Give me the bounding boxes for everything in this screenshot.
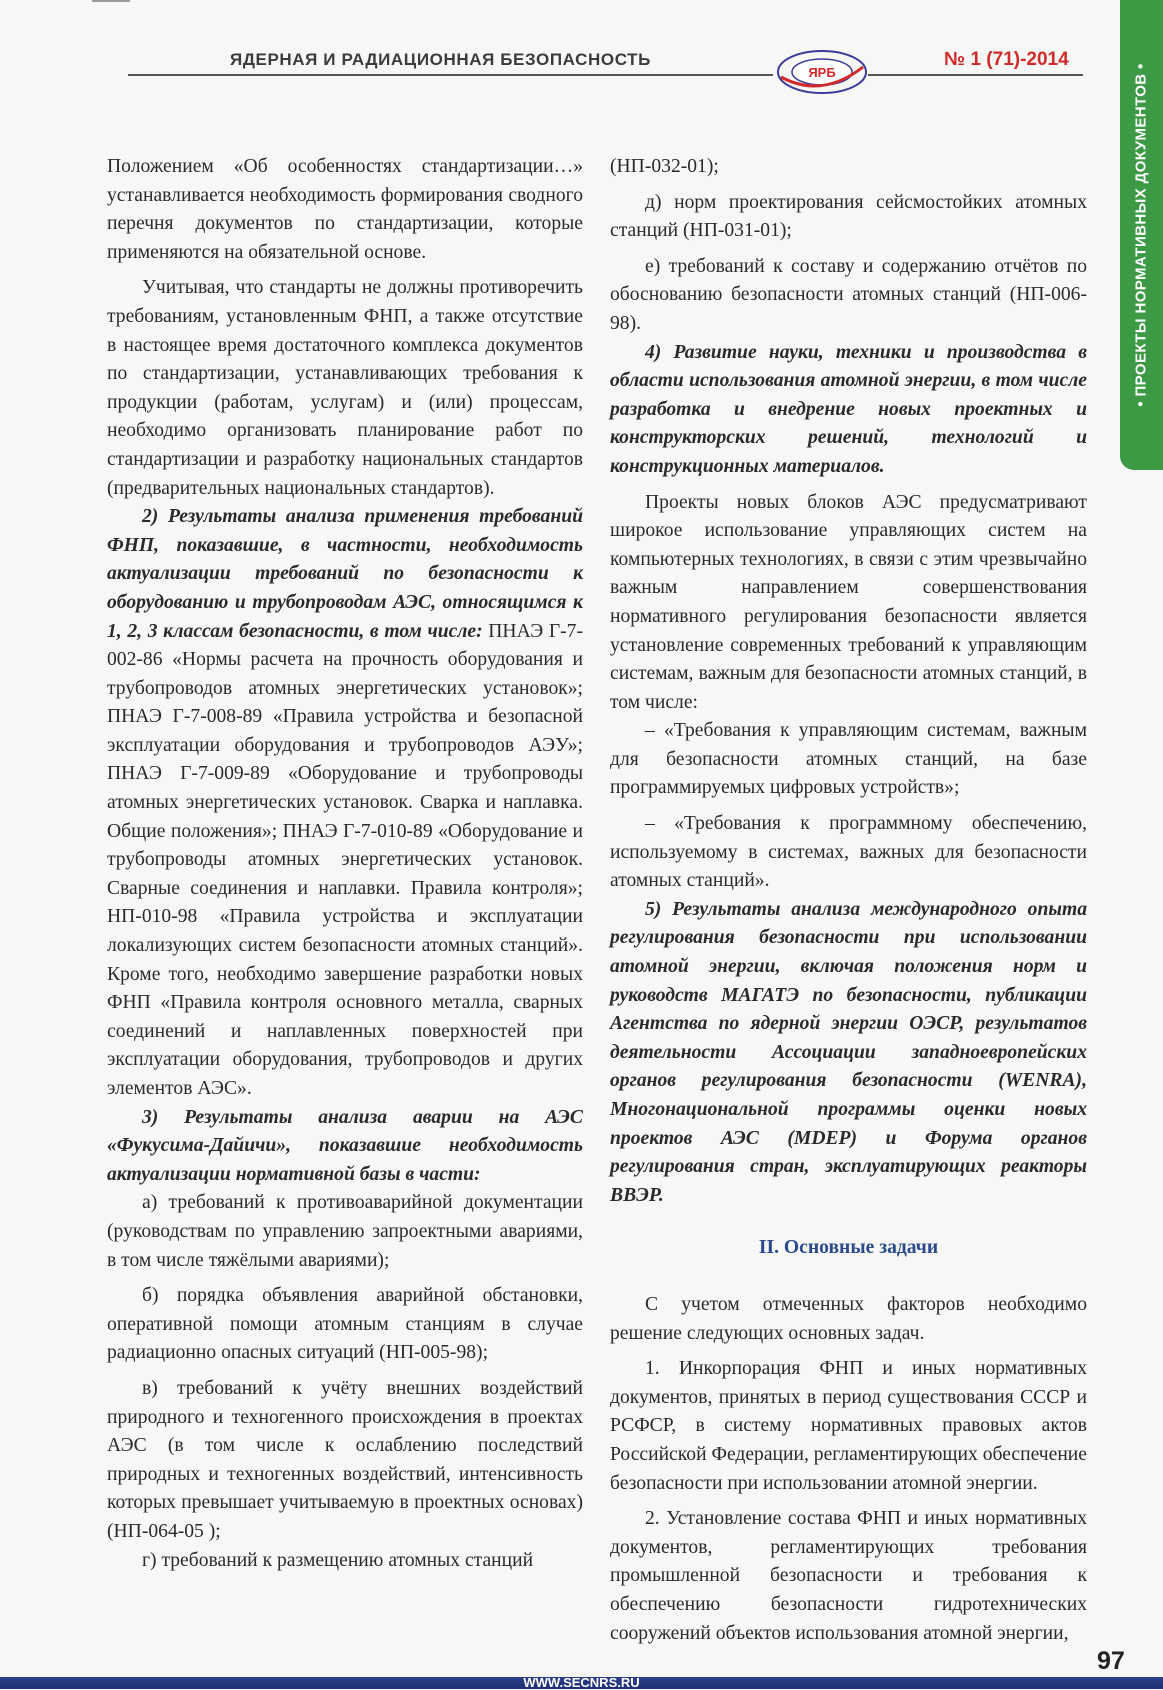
bold-paragraph: 3) Результаты анализа аварии на АЭС «Фукусима-Дайичи», показавшие необходимость актуализации нормативной базы в части: [107,1106,583,1185]
header-rule-left [128,74,773,76]
list-item: а) требований к противоаварийной документации (руководствам по управлению запроектными авариями, в том числе тяжёлыми авариями); [107,1192,583,1271]
paragraph: Учитывая, что стандарты не должны противоречить требованиям, установленным ФНП, а также отсутствие в настоящее время достаточного комплекса документов по стандартизации, устанавливающих требования к продукции (работам, услугам) и (или) процессам, необходимо организовать планирование работ по стандартизации и разработку национальных стандартов (предварительных национальных стандартов). [107,277,583,499]
section-side-tab [1120,0,1163,470]
paragraph [107,503,583,1103]
journal-logo [775,47,870,97]
logo-text: ЯРБ [808,65,836,80]
section-heading: II. Основные задачи [758,1237,939,1259]
side-tab-label: • ПРОЕКТЫ НОРМАТИВНЫХ ДОКУМЕНТОВ • [1132,63,1150,407]
top-edge-mark [92,0,130,2]
bold-paragraph: 4) Развитие науки, техники и производства в области использования атомной энергии, в том числе разработка и внедрение новых проектных и конструкторских решений, технологий и конструкционных материалов. [610,341,1087,477]
list-item: г) требований к размещению атомных станций [142,1549,534,1571]
bold-paragraph: 5) Результаты анализа международного опыта регулирования безопасности при использовании атомной энергии, включая положения норм и руководств МАГАТЭ по безопасности, публикации Агентства по ядерной энергии ОЭСР, результатов деятельности Ассоциации западноевропейских органов регулирования безопасности (WENRA), Многонациональной программы оценки новых проектов АЭС (MDEP) и Форума органов регулирования стран, эксплуатирующих реакторы ВВЭР. [610,898,1087,1206]
list-item: – «Требования к управляющим системам, важным для безопасности атомных станций, на базе программируемых цифровых устройств»; [610,720,1087,799]
list-item: д) норм проектирования сейсмостойких атомных станций (НП-031-01); [610,191,1087,242]
list-item: в) требований к учёту внешних воздействий природного и техногенного происхождения в проектах АЭС (в том числе к ослаблению последствий природных и техногенных воздействий, интенсивность которых превышает учитываемую в проектных основах) (НП-064-05 ); [107,1377,583,1542]
paragraph: Положением «Об особенностях стандартизации…» устанавливается необходимость формирования сводного перечня документов по стандартизации, которые применяются на обязательной основе. [107,156,583,263]
list-item: б) порядка объявления аварийной обстановки, оперативной помощи атомным станциям в случае радиационно опасных ситуаций (НП-005-98); [107,1285,583,1364]
issue-number: № 1 (71)-2014 [944,49,1069,70]
bold-lead: 2) Результаты анализа применения требований ФНП, показавшие, в частности, необходимость актуализации требований по безопасности к оборудованию и трубопроводам АЭС, относящимся к 1, 2, 3 классам безопасности, в том числе: [107,506,583,642]
paragraph: (НП-032-01); [610,156,719,177]
paragraph: Проекты новых блоков АЭС предусматривают широкое использование управляющих систем на компьютерных технологиях, в связи с этим чрезвычайно важным направлением совершенствования нормативного регулирования безопасности является установление современных требований к управляющим системам, важным для безопасности атомных станций, в том числе: [610,491,1087,713]
list-item: е) требований к составу и содержанию отчётов по обоснованию безопасности атомных станций (НП-006-98). [610,255,1087,334]
page-number: 97 [1097,1647,1125,1675]
paragraph-text: ПНАЭ Г-7-002-86 «Нормы расчета на прочность оборудования и трубопроводов атомных энергетических установок»; ПНАЭ Г-7-008-89 «Правила устройства и безопасной эксплуатации оборудования и трубопроводов АЭУ»; ПНАЭ Г-7-009-89 «Оборудование и трубопроводы атомных энергетических установок. Сварка и наплавка. Общие положения»; ПНАЭ Г-7-010-89 «Оборудование и трубопроводы атомных энергетических установок. Сварные соединения и наплавки. Правила контроля»; НП-010-98 «Правила устройства и эксплуатации локализующих систем безопасности атомных станций». Кроме того, необходимо завершение разработки новых ФНП «Правила контроля основного металла, сварных соединений и наплавленных поверхностей при эксплуатации оборудования, трубопроводов и других элементов АЭС». [107,620,583,1099]
paragraph: 1. Инкорпорация ФНП и иных нормативных документов, принятых в период существования СССР и РСФСР, в систему нормативных правовых актов Российской Федерации, регламентирующих обеспечение безопасности при использовании атомной энергии. [610,1358,1087,1494]
paragraph: С учетом отмеченных факторов необходимо решение следующих основных задач. [610,1293,1087,1344]
footer-url: WWW.SECNRS.RU [523,1675,640,1690]
paragraph: 2. Установление состава ФНП и иных нормативных документов, регламентирующих требования промышленной безопасности и требования к обеспечению безопасности гидротехнических сооружений объектов использования атомной энергии, [610,1508,1087,1644]
right-column [610,153,1087,1648]
list-item: – «Требования к программному обеспечению, используемому в системах, важных для безопасности атомных станций». [610,813,1087,892]
left-column [107,153,583,1575]
journal-title: ЯДЕРНАЯ И РАДИАЦИОННАЯ БЕЗОПАСНОСТЬ [230,50,651,69]
header-rule-right [868,74,1083,76]
